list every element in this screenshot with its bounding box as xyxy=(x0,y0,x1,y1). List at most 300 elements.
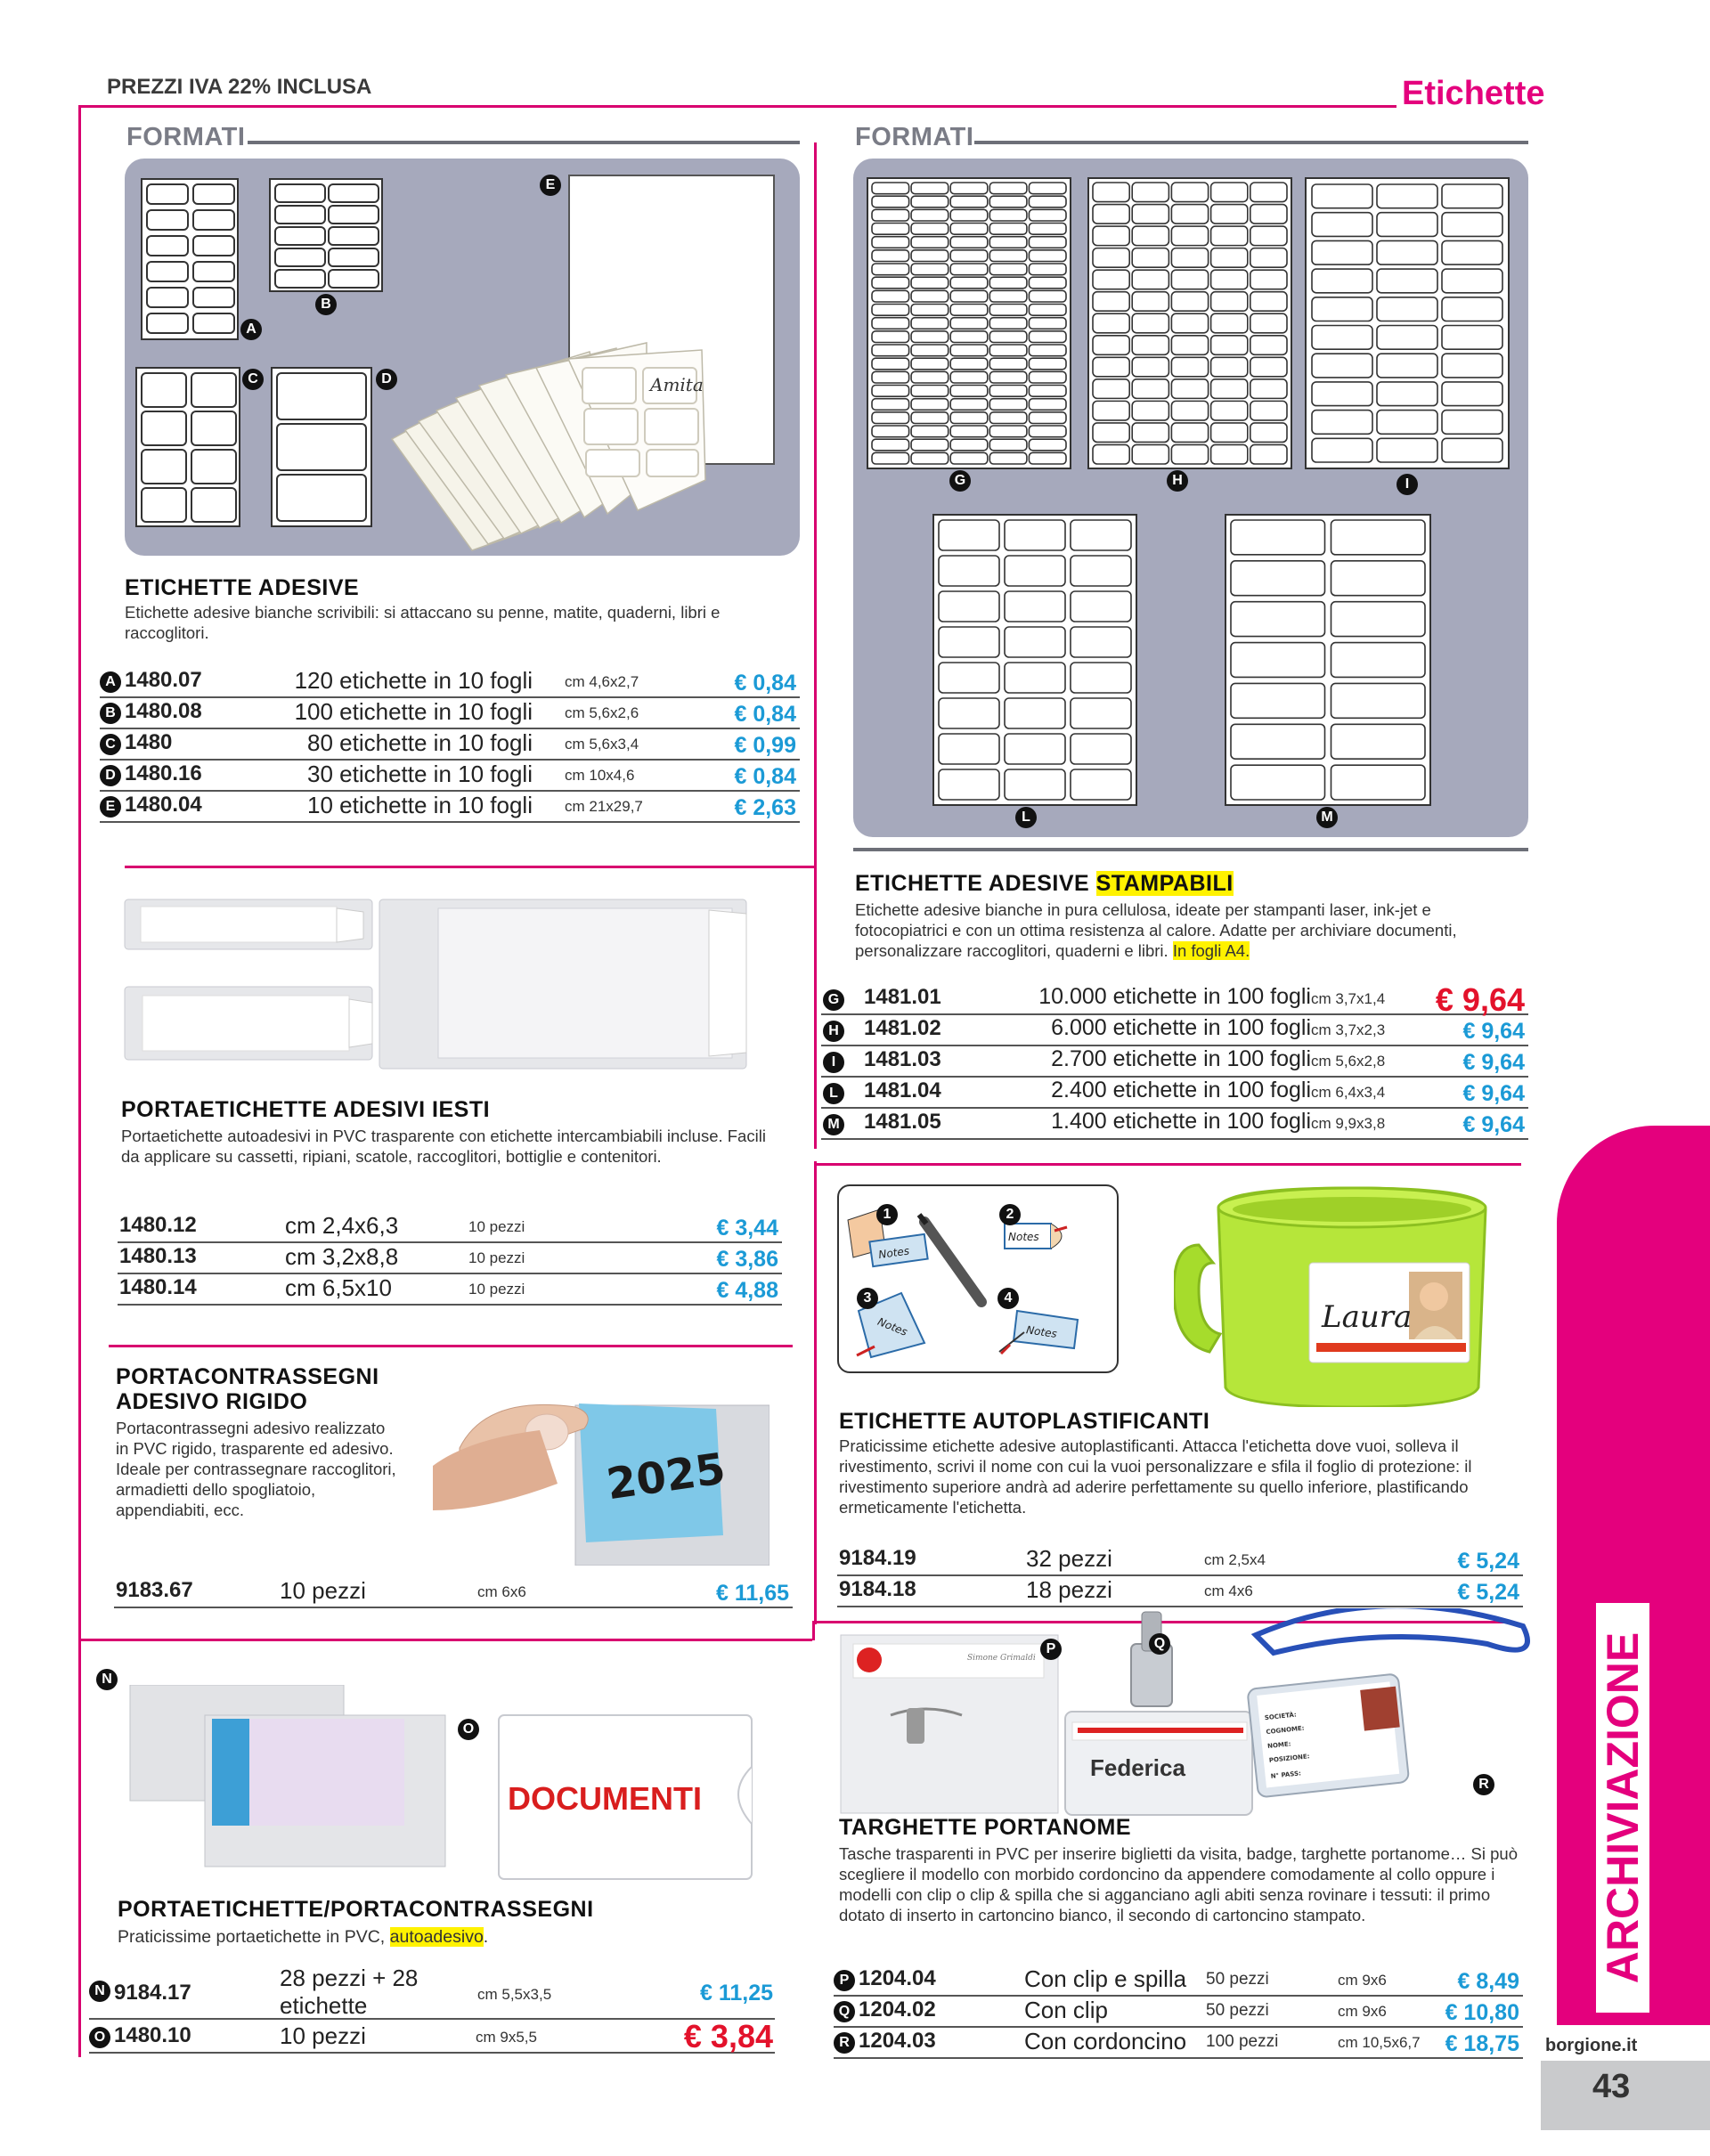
label-cell xyxy=(1377,382,1437,406)
product-price: € 2,63 xyxy=(734,795,796,820)
notes-label-3: Notes xyxy=(875,1314,909,1338)
label-cell xyxy=(1132,248,1168,268)
product-pieces: 50 pezzi xyxy=(1206,2001,1269,2020)
label-cell xyxy=(1029,412,1066,424)
product-code: 1480.16 xyxy=(125,761,202,785)
product-size: cm 2,5x4 xyxy=(1204,1551,1266,1568)
iesti-desc: Portaetichette autoadesivi in PVC trasparente con etichette intercambiabili incluse. Facili da applicare su cassetti, ripiani, scatole, raccoglitori, bottiglie e contenitori. xyxy=(121,1127,766,1166)
product-model: Con clip xyxy=(1024,1997,1108,2023)
product-size: cm 4x6 xyxy=(1204,1582,1253,1599)
product-size: cm 3,7x2,3 xyxy=(1311,1021,1386,1038)
badge-e: E xyxy=(540,175,561,196)
product-code: 1480.12 xyxy=(119,1213,197,1237)
documenti-label: DOCUMENTI xyxy=(508,1780,702,1817)
product-code: 1481.05 xyxy=(864,1110,941,1134)
badge-r: R xyxy=(1473,1774,1494,1795)
badge-q: Q xyxy=(1149,1633,1170,1655)
label-cell xyxy=(1377,269,1437,293)
row-badge: C xyxy=(100,734,121,755)
label-cell xyxy=(1029,358,1066,370)
row-badge: E xyxy=(100,796,121,818)
label-cell xyxy=(1132,270,1168,289)
product-qty: 28 pezzi + 28 etichette xyxy=(280,1965,419,2019)
sheet-c xyxy=(135,367,240,527)
autoplastificanti-title: ETICHETTE AUTOPLASTIFICANTI xyxy=(839,1409,1210,1434)
product-price: € 0,84 xyxy=(734,671,796,696)
label-cell xyxy=(1312,213,1372,237)
product-price: € 9,64 xyxy=(1462,1050,1525,1075)
label-cell xyxy=(911,331,949,343)
label-cell xyxy=(989,196,1027,207)
product-dimension: cm 2,4x6,3 xyxy=(285,1212,399,1239)
label-cell xyxy=(1071,556,1131,586)
product-price: € 3,84 xyxy=(683,2018,773,2054)
product-size: cm 9x6 xyxy=(1338,1972,1387,1989)
sheet-b xyxy=(269,178,383,292)
label-cell xyxy=(989,331,1027,343)
label-cell xyxy=(1029,426,1066,437)
label-cell xyxy=(950,209,988,221)
table-row xyxy=(100,668,800,698)
product-qty: 6.000 etichette in 100 fogli xyxy=(1051,1015,1311,1040)
product-code: 9184.17 xyxy=(114,1981,191,2005)
label-cell xyxy=(1029,209,1066,221)
label-cell xyxy=(989,264,1027,275)
label-cell xyxy=(1231,520,1325,555)
label-cell xyxy=(950,331,988,343)
product-price: € 3,44 xyxy=(716,1216,778,1241)
badge-field-cognome: COGNOME: xyxy=(1266,1724,1305,1737)
badge-p: P xyxy=(1040,1639,1062,1660)
label-cell xyxy=(1250,336,1287,355)
label-cell xyxy=(989,277,1027,289)
amita-handwriting: Amita xyxy=(650,374,704,395)
label-cell xyxy=(939,698,999,728)
table-row xyxy=(118,1275,782,1306)
sheet-a xyxy=(141,178,239,340)
label-cell xyxy=(1231,561,1325,596)
formati-left-label: FORMATI xyxy=(126,123,246,151)
label-cell xyxy=(1029,399,1066,411)
label-cell xyxy=(911,305,949,316)
product-code: 1480.10 xyxy=(114,2023,191,2047)
badge-m: M xyxy=(1316,807,1338,828)
product-price: € 18,75 xyxy=(1445,2031,1519,2056)
label-cell xyxy=(1331,520,1426,555)
product-qty: 1.400 etichette in 100 fogli xyxy=(1051,1109,1311,1134)
badge-field-pass: N° PASS: xyxy=(1270,1770,1302,1780)
table-row xyxy=(821,1110,1528,1140)
label-cell xyxy=(989,452,1027,464)
label-cell xyxy=(1250,401,1287,420)
row-badge: P xyxy=(834,1970,855,1991)
label-cell xyxy=(1093,313,1129,333)
badge-field-societa: SOCIETÀ: xyxy=(1264,1711,1298,1722)
stampabili-rule xyxy=(853,848,1528,851)
label-cell xyxy=(872,224,909,235)
product-price: € 0,99 xyxy=(734,733,796,758)
page-number: 43 xyxy=(1592,2068,1631,2105)
label-cell xyxy=(911,237,949,248)
product-model: Con cordoncino xyxy=(1024,2028,1187,2054)
label-cell xyxy=(950,237,988,248)
label-cell xyxy=(1005,734,1065,764)
label-cell xyxy=(950,250,988,262)
label-cell xyxy=(872,196,909,207)
product-size: cm 4,6x2,7 xyxy=(565,673,639,690)
name-badges-photo xyxy=(837,1608,1532,1822)
business-card-brand: Simone Grimaldi xyxy=(967,1654,1036,1663)
product-qty: 120 etichette in 10 fogli xyxy=(294,667,533,694)
product-qty: 10.000 etichette in 100 fogli xyxy=(1038,984,1311,1009)
label-cell xyxy=(1005,627,1065,657)
table-row xyxy=(100,793,800,823)
label-cell xyxy=(911,209,949,221)
label-cell xyxy=(1331,683,1426,718)
label-cell xyxy=(1377,326,1437,350)
label-cell xyxy=(989,305,1027,316)
label-cell xyxy=(939,591,999,622)
label-cell xyxy=(1132,292,1168,312)
product-code: 1481.04 xyxy=(864,1078,941,1102)
label-cell xyxy=(1377,438,1437,462)
label-cell xyxy=(989,209,1027,221)
row-badge: R xyxy=(834,2032,855,2054)
label-cell xyxy=(1312,411,1372,435)
label-cell xyxy=(1331,724,1426,759)
label-cell xyxy=(872,250,909,262)
table-row xyxy=(89,2018,775,2054)
label-cell xyxy=(911,371,949,383)
label-cell xyxy=(950,183,988,194)
label-cell xyxy=(1093,292,1129,312)
step-badge: 2 xyxy=(999,1204,1021,1225)
product-code: 9184.19 xyxy=(839,1546,916,1570)
product-qty: 10 etichette in 10 fogli xyxy=(307,792,533,818)
row-badge: N xyxy=(89,1981,110,2002)
badge-l: L xyxy=(1015,807,1037,828)
product-dimension: cm 6,5x10 xyxy=(285,1274,392,1301)
product-qty: 80 etichette in 10 fogli xyxy=(307,729,533,756)
badge-c: C xyxy=(242,369,264,390)
product-code: 1204.02 xyxy=(859,1997,936,2022)
year-label: 2025 xyxy=(603,1444,729,1510)
label-cell xyxy=(939,769,999,800)
product-code: 1481.02 xyxy=(864,1016,941,1040)
label-cell xyxy=(1250,292,1287,312)
label-cell xyxy=(1250,183,1287,202)
product-pieces: 10 pezzi xyxy=(468,1218,525,1235)
footer-site[interactable]: borgione.it xyxy=(1545,2036,1638,2055)
row-badge: L xyxy=(823,1083,844,1104)
label-cell xyxy=(1071,769,1131,800)
product-pieces: 50 pezzi xyxy=(1206,1970,1269,1989)
table-row xyxy=(837,1546,1523,1576)
label-cell xyxy=(939,520,999,550)
label-cell xyxy=(911,452,949,464)
product-pieces: 10 pezzi xyxy=(468,1249,525,1266)
label-cell xyxy=(872,439,909,451)
product-size: cm 10,5x6,7 xyxy=(1338,2034,1421,2051)
label-cell xyxy=(1331,602,1426,637)
product-size: cm 5,6x3,4 xyxy=(565,736,639,753)
badge-o: O xyxy=(458,1719,479,1740)
label-cell xyxy=(872,452,909,464)
product-size: cm 9x5,5 xyxy=(476,2029,537,2046)
label-cell xyxy=(1231,602,1325,637)
label-cell xyxy=(1093,270,1129,289)
label-cell xyxy=(1071,591,1131,622)
product-size: cm 9x6 xyxy=(1338,2003,1387,2020)
label-cell xyxy=(1377,411,1437,435)
label-cell xyxy=(911,290,949,302)
center-rule-bottom xyxy=(812,1621,815,1640)
product-size: cm 5,5x3,5 xyxy=(477,1986,552,2003)
label-cell xyxy=(1171,444,1208,464)
label-cell xyxy=(939,627,999,657)
label-cell xyxy=(1377,213,1437,237)
label-cell xyxy=(911,386,949,397)
label-cell xyxy=(911,196,949,207)
label-cell xyxy=(872,345,909,356)
label-cell xyxy=(872,371,909,383)
label-cell xyxy=(939,734,999,764)
format-sheets-right xyxy=(853,159,1528,837)
label-cell xyxy=(872,277,909,289)
stampabili-title: ETICHETTE ADESIVE STAMPABILI xyxy=(855,871,1234,896)
label-cell xyxy=(1132,401,1168,420)
label-cell xyxy=(1005,698,1065,728)
label-cell xyxy=(989,399,1027,411)
label-cell xyxy=(1231,643,1325,678)
label-cell xyxy=(1005,556,1065,586)
label-cell xyxy=(911,250,949,262)
label-cell xyxy=(989,439,1027,451)
label-cell xyxy=(1029,196,1066,207)
product-code: 9183.67 xyxy=(116,1578,193,1602)
product-code: 1480.08 xyxy=(125,699,202,723)
product-price: € 0,84 xyxy=(734,764,796,789)
contrassegni-desc: Portacontrassegni adesivo realizzato in PVC rigido, trasparente ed adesivo. Ideale per contrassegnare raccoglitori, armadietti dello spogliatoio, appendiabiti, ecc. xyxy=(116,1419,396,1519)
label-cell xyxy=(1442,438,1502,462)
label-cell xyxy=(911,358,949,370)
label-cell xyxy=(1132,336,1168,355)
product-qty: 2.400 etichette in 100 fogli xyxy=(1051,1078,1311,1102)
product-dimension: cm 3,2x8,8 xyxy=(285,1243,399,1270)
label-cell xyxy=(1250,226,1287,246)
product-qty: 18 pezzi xyxy=(1026,1576,1112,1603)
product-price: € 10,80 xyxy=(1445,2000,1519,2025)
label-cell xyxy=(1377,354,1437,378)
label-cell xyxy=(1211,313,1248,333)
row-badge: Q xyxy=(834,2001,855,2022)
portaetichette-desc: Praticissime portaetichette in PVC, autoadesivo. xyxy=(118,1927,489,1947)
label-cell xyxy=(1029,250,1066,262)
row-badge: I xyxy=(823,1052,844,1073)
label-cell xyxy=(1442,184,1502,208)
label-cell xyxy=(1331,765,1426,800)
label-cell xyxy=(1093,248,1129,268)
product-qty: 100 etichette in 10 fogli xyxy=(294,698,533,725)
label-cell xyxy=(1132,357,1168,377)
header-rule xyxy=(78,105,1396,108)
table-row xyxy=(821,1047,1528,1078)
label-cell xyxy=(1171,183,1208,202)
label-cell xyxy=(989,386,1027,397)
label-cell xyxy=(1029,264,1066,275)
label-cell xyxy=(1231,765,1325,800)
label-cell xyxy=(872,358,909,370)
label-cell xyxy=(1312,382,1372,406)
category-title: Etichette xyxy=(1402,75,1545,112)
product-size: cm 21x29,7 xyxy=(565,798,643,815)
product-pieces: 10 pezzi xyxy=(468,1281,525,1298)
product-qty: 10 pezzi xyxy=(280,2022,366,2049)
instructions-diagram xyxy=(837,1184,1119,1373)
product-size: cm 6,4x3,4 xyxy=(1311,1084,1386,1101)
side-tab-label: ARCHIVIAZIONE xyxy=(1596,1603,1649,2013)
table-row xyxy=(821,1016,1528,1046)
label-cell xyxy=(950,345,988,356)
label-cell xyxy=(989,371,1027,383)
label-cell xyxy=(1442,326,1502,350)
row-badge: A xyxy=(100,671,121,693)
product-code: 1480.04 xyxy=(125,793,202,817)
portaetichette-o-photo xyxy=(497,1713,755,1883)
label-cell xyxy=(1171,292,1208,312)
label-cell xyxy=(1071,663,1131,693)
label-cell xyxy=(950,426,988,437)
formati-right-label: FORMATI xyxy=(855,123,974,151)
product-qty: 10 pezzi xyxy=(280,1577,366,1604)
label-cell xyxy=(1093,401,1129,420)
sheet-g xyxy=(867,178,1071,468)
formati-left-panel xyxy=(125,159,800,556)
label-cell xyxy=(1132,226,1168,246)
label-cell xyxy=(1442,411,1502,435)
product-price: € 4,88 xyxy=(716,1278,778,1303)
label-cell xyxy=(950,305,988,316)
label-cell xyxy=(1312,326,1372,350)
row-badge: O xyxy=(89,2027,110,2048)
product-model: Con clip e spilla xyxy=(1024,1965,1187,1992)
label-cell xyxy=(911,399,949,411)
table-row xyxy=(834,1966,1523,1997)
autoplastificanti-desc: Praticissime etichette adesive autoplastificanti. Attacca l'etichetta dove vuoi, solleva il rivestimento, scrivi il nome con cui la vuoi personalizzare e sfila il foglio di protezione: il rivestimento superiore andrà ad aderire perfettamente su quello inferiore, plastificando ermeticamente l'etichetta. xyxy=(839,1436,1472,1517)
label-cell xyxy=(1377,240,1437,264)
etichette-adesive-title: ETICHETTE ADESIVE xyxy=(125,575,360,600)
label-cell xyxy=(1029,277,1066,289)
separator xyxy=(125,866,814,868)
label-cell xyxy=(1029,305,1066,316)
sheet-l xyxy=(933,515,1136,805)
label-cell xyxy=(1442,354,1502,378)
label-cell xyxy=(1029,318,1066,330)
badge-a: A xyxy=(240,319,262,340)
product-code: 9184.18 xyxy=(839,1577,916,1601)
label-cell xyxy=(1250,248,1287,268)
label-cell xyxy=(989,290,1027,302)
step-badge: 3 xyxy=(857,1288,878,1309)
product-price: € 11,65 xyxy=(715,1581,789,1606)
product-qty: 32 pezzi xyxy=(1026,1545,1112,1572)
label-cell xyxy=(1093,336,1129,355)
label-cell xyxy=(872,183,909,194)
label-cell xyxy=(1442,382,1502,406)
contrassegni-title-2: ADESIVO RIGIDO xyxy=(116,1389,308,1414)
portaetichette-n-photo xyxy=(125,1685,454,1872)
product-price: € 9,64 xyxy=(1462,1019,1525,1044)
table-row xyxy=(821,981,1528,1018)
label-cell xyxy=(1377,184,1437,208)
laura-handwriting: Laura xyxy=(1322,1299,1413,1335)
label-cell xyxy=(1442,269,1502,293)
label-cell xyxy=(1029,439,1066,451)
product-code: 1204.03 xyxy=(859,2029,936,2053)
label-cell xyxy=(1312,269,1372,293)
label-cell xyxy=(1005,591,1065,622)
label-cell xyxy=(1211,270,1248,289)
label-cell xyxy=(1029,371,1066,383)
label-cell xyxy=(1250,270,1287,289)
label-cell xyxy=(989,318,1027,330)
label-cell xyxy=(989,426,1027,437)
formati-left-rule xyxy=(248,141,800,144)
label-cell xyxy=(1250,444,1287,464)
badge-b: B xyxy=(315,294,337,315)
formati-right-rule xyxy=(974,141,1528,144)
vat-note: PREZZI IVA 22% INCLUSA xyxy=(107,75,372,99)
mug-photo xyxy=(1174,1174,1503,1407)
badge-h: H xyxy=(1167,470,1188,492)
label-cell xyxy=(872,386,909,397)
label-cell xyxy=(1211,292,1248,312)
label-cell xyxy=(939,663,999,693)
label-cell xyxy=(1171,248,1208,268)
table-row xyxy=(89,1965,775,2020)
label-cell xyxy=(1093,357,1129,377)
product-price: € 5,24 xyxy=(1457,1580,1519,1605)
portaetichette-title: PORTAETICHETTE/PORTACONTRASSEGNI xyxy=(118,1897,594,1922)
label-cell xyxy=(1211,444,1248,464)
label-cell xyxy=(872,426,909,437)
label-cell xyxy=(1331,561,1426,596)
label-cell xyxy=(950,290,988,302)
separator xyxy=(816,1163,1521,1166)
table-row xyxy=(837,1577,1523,1607)
product-size: cm 10x4,6 xyxy=(565,767,635,784)
label-cell xyxy=(1211,357,1248,377)
product-price: € 9,64 xyxy=(1462,1112,1525,1137)
label-cell xyxy=(1029,331,1066,343)
label-cell xyxy=(1093,183,1129,202)
label-cell xyxy=(1231,724,1325,759)
label-cell xyxy=(1171,226,1208,246)
label-cell xyxy=(1442,297,1502,321)
table-row xyxy=(100,730,800,761)
table-row xyxy=(118,1213,782,1243)
label-cell xyxy=(872,264,909,275)
label-cell xyxy=(1005,663,1065,693)
label-cell xyxy=(1442,213,1502,237)
table-row xyxy=(114,1578,793,1608)
product-code: 1480 xyxy=(125,730,173,754)
label-cell xyxy=(1093,379,1129,399)
label-cell xyxy=(950,224,988,235)
product-qty: 30 etichette in 10 fogli xyxy=(307,761,533,787)
label-cell xyxy=(1132,205,1168,224)
contrassegni-photo xyxy=(433,1368,770,1566)
